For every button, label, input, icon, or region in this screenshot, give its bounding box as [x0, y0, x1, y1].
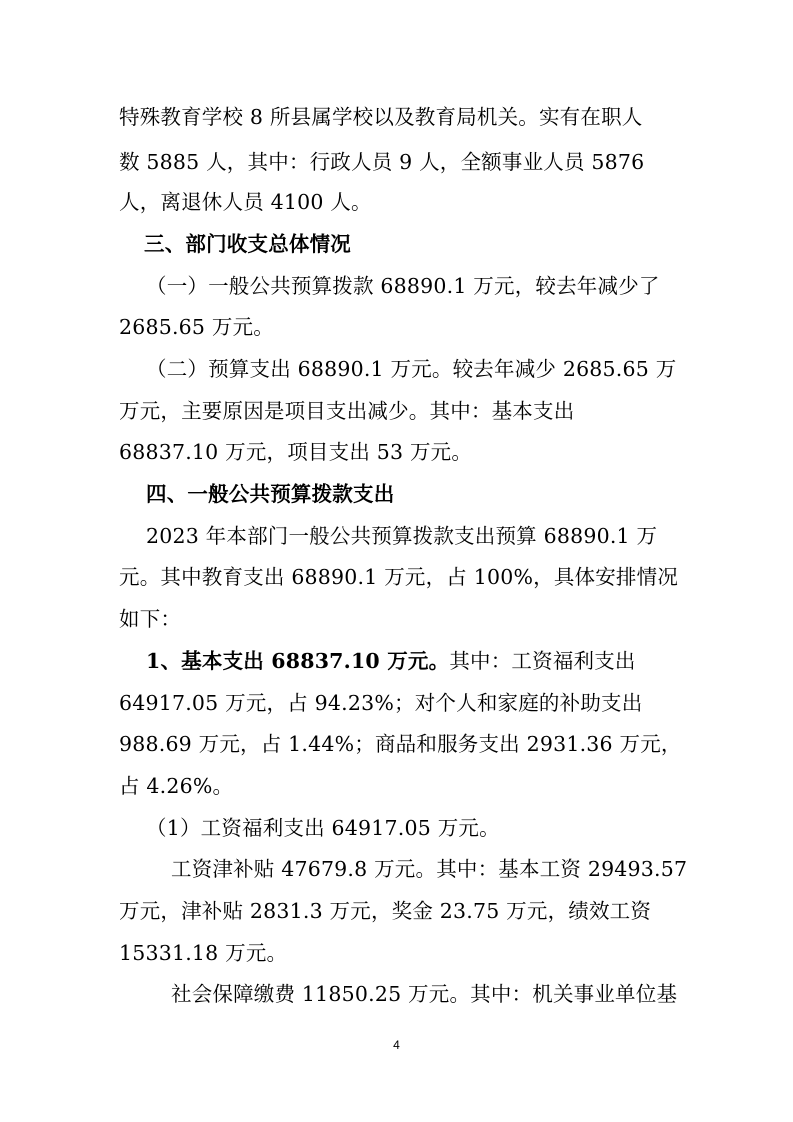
body-line-8 — [119, 396, 574, 426]
body-line-19 — [171, 854, 687, 884]
body-line-12 — [119, 562, 678, 592]
section-heading-3 — [144, 229, 351, 259]
body-line-3 — [119, 187, 372, 217]
body-line-13 — [119, 604, 181, 634]
body-line-22 — [171, 979, 677, 1009]
body-line-2 — [119, 147, 644, 177]
body-line-text: 特殊教育学校 8 所县属学校以及教育局机关。实有在职人 — [119, 105, 643, 129]
body-line-text: 2023 年本部门一般公共预算拨款支出预算 68890.1 万 — [146, 524, 658, 548]
body-line-text: 64917.05 万元，占 94.23%；对个人和家庭的补助支出 — [119, 691, 643, 715]
body-line-text: 元。其中教育支出 68890.1 万元，占 100%，具体安排情况 — [119, 565, 679, 589]
body-line-18 — [146, 813, 500, 843]
page-number: 4 — [393, 1038, 400, 1052]
body-line-20 — [119, 896, 651, 926]
body-line-text: 万元，主要原因是项目支出减少。其中：基本支出 — [119, 399, 575, 423]
body-line-6 — [119, 312, 274, 342]
body-line-5 — [146, 271, 660, 301]
body-line-text: （一）一般公共预算拨款 68890.1 万元，较去年减少了 — [146, 274, 660, 298]
body-line-text: 如下： — [119, 607, 182, 631]
body-line-21 — [119, 938, 287, 968]
body-line-11 — [146, 521, 657, 551]
body-line-text: 万元，津补贴 2831.3 万元，奖金 23.75 万元，绩效工资 — [119, 899, 652, 923]
body-line-16 — [119, 729, 682, 759]
body-line-7 — [146, 354, 676, 384]
basic-expenditure-detail: 其中：工资福利支出 — [449, 649, 636, 673]
body-line-text: 人，离退休人员 4100 人。 — [119, 190, 372, 214]
body-line-9 — [119, 437, 472, 467]
body-line-text: 社会保障缴费 11850.25 万元。其中：机关事业单位基 — [171, 982, 678, 1006]
body-line-17 — [119, 771, 233, 801]
section-heading-text: 四、一般公共预算拨款支出 — [146, 482, 395, 506]
body-line-text: 988.69 万元，占 1.44%；商品和服务支出 2931.36 万元， — [119, 732, 682, 756]
body-line-text: （二）预算支出 68890.1 万元。较去年减少 2685.65 万 — [146, 357, 677, 381]
body-line-14 — [146, 646, 636, 676]
body-line-15 — [119, 688, 642, 718]
body-line-text: （1）工资福利支出 64917.05 万元。 — [146, 816, 500, 840]
body-line-text: 68837.10 万元，项目支出 53 万元。 — [119, 440, 473, 464]
body-line-text: 数 5885 人，其中：行政人员 9 人，全额事业人员 5876 — [119, 150, 645, 174]
body-line-text: 工资津补贴 47679.8 万元。其中：基本工资 29493.57 — [171, 857, 688, 881]
basic-expenditure-heading: 1、基本支出 68837.10 万元。 — [146, 649, 450, 673]
body-line-text: 2685.65 万元。 — [119, 315, 274, 339]
body-line-1 — [119, 102, 642, 132]
section-heading-text: 三、部门收支总体情况 — [144, 232, 351, 256]
body-line-text: 占 4.26%。 — [119, 774, 234, 798]
body-line-text: 15331.18 万元。 — [119, 941, 288, 965]
section-heading-4 — [146, 479, 394, 509]
